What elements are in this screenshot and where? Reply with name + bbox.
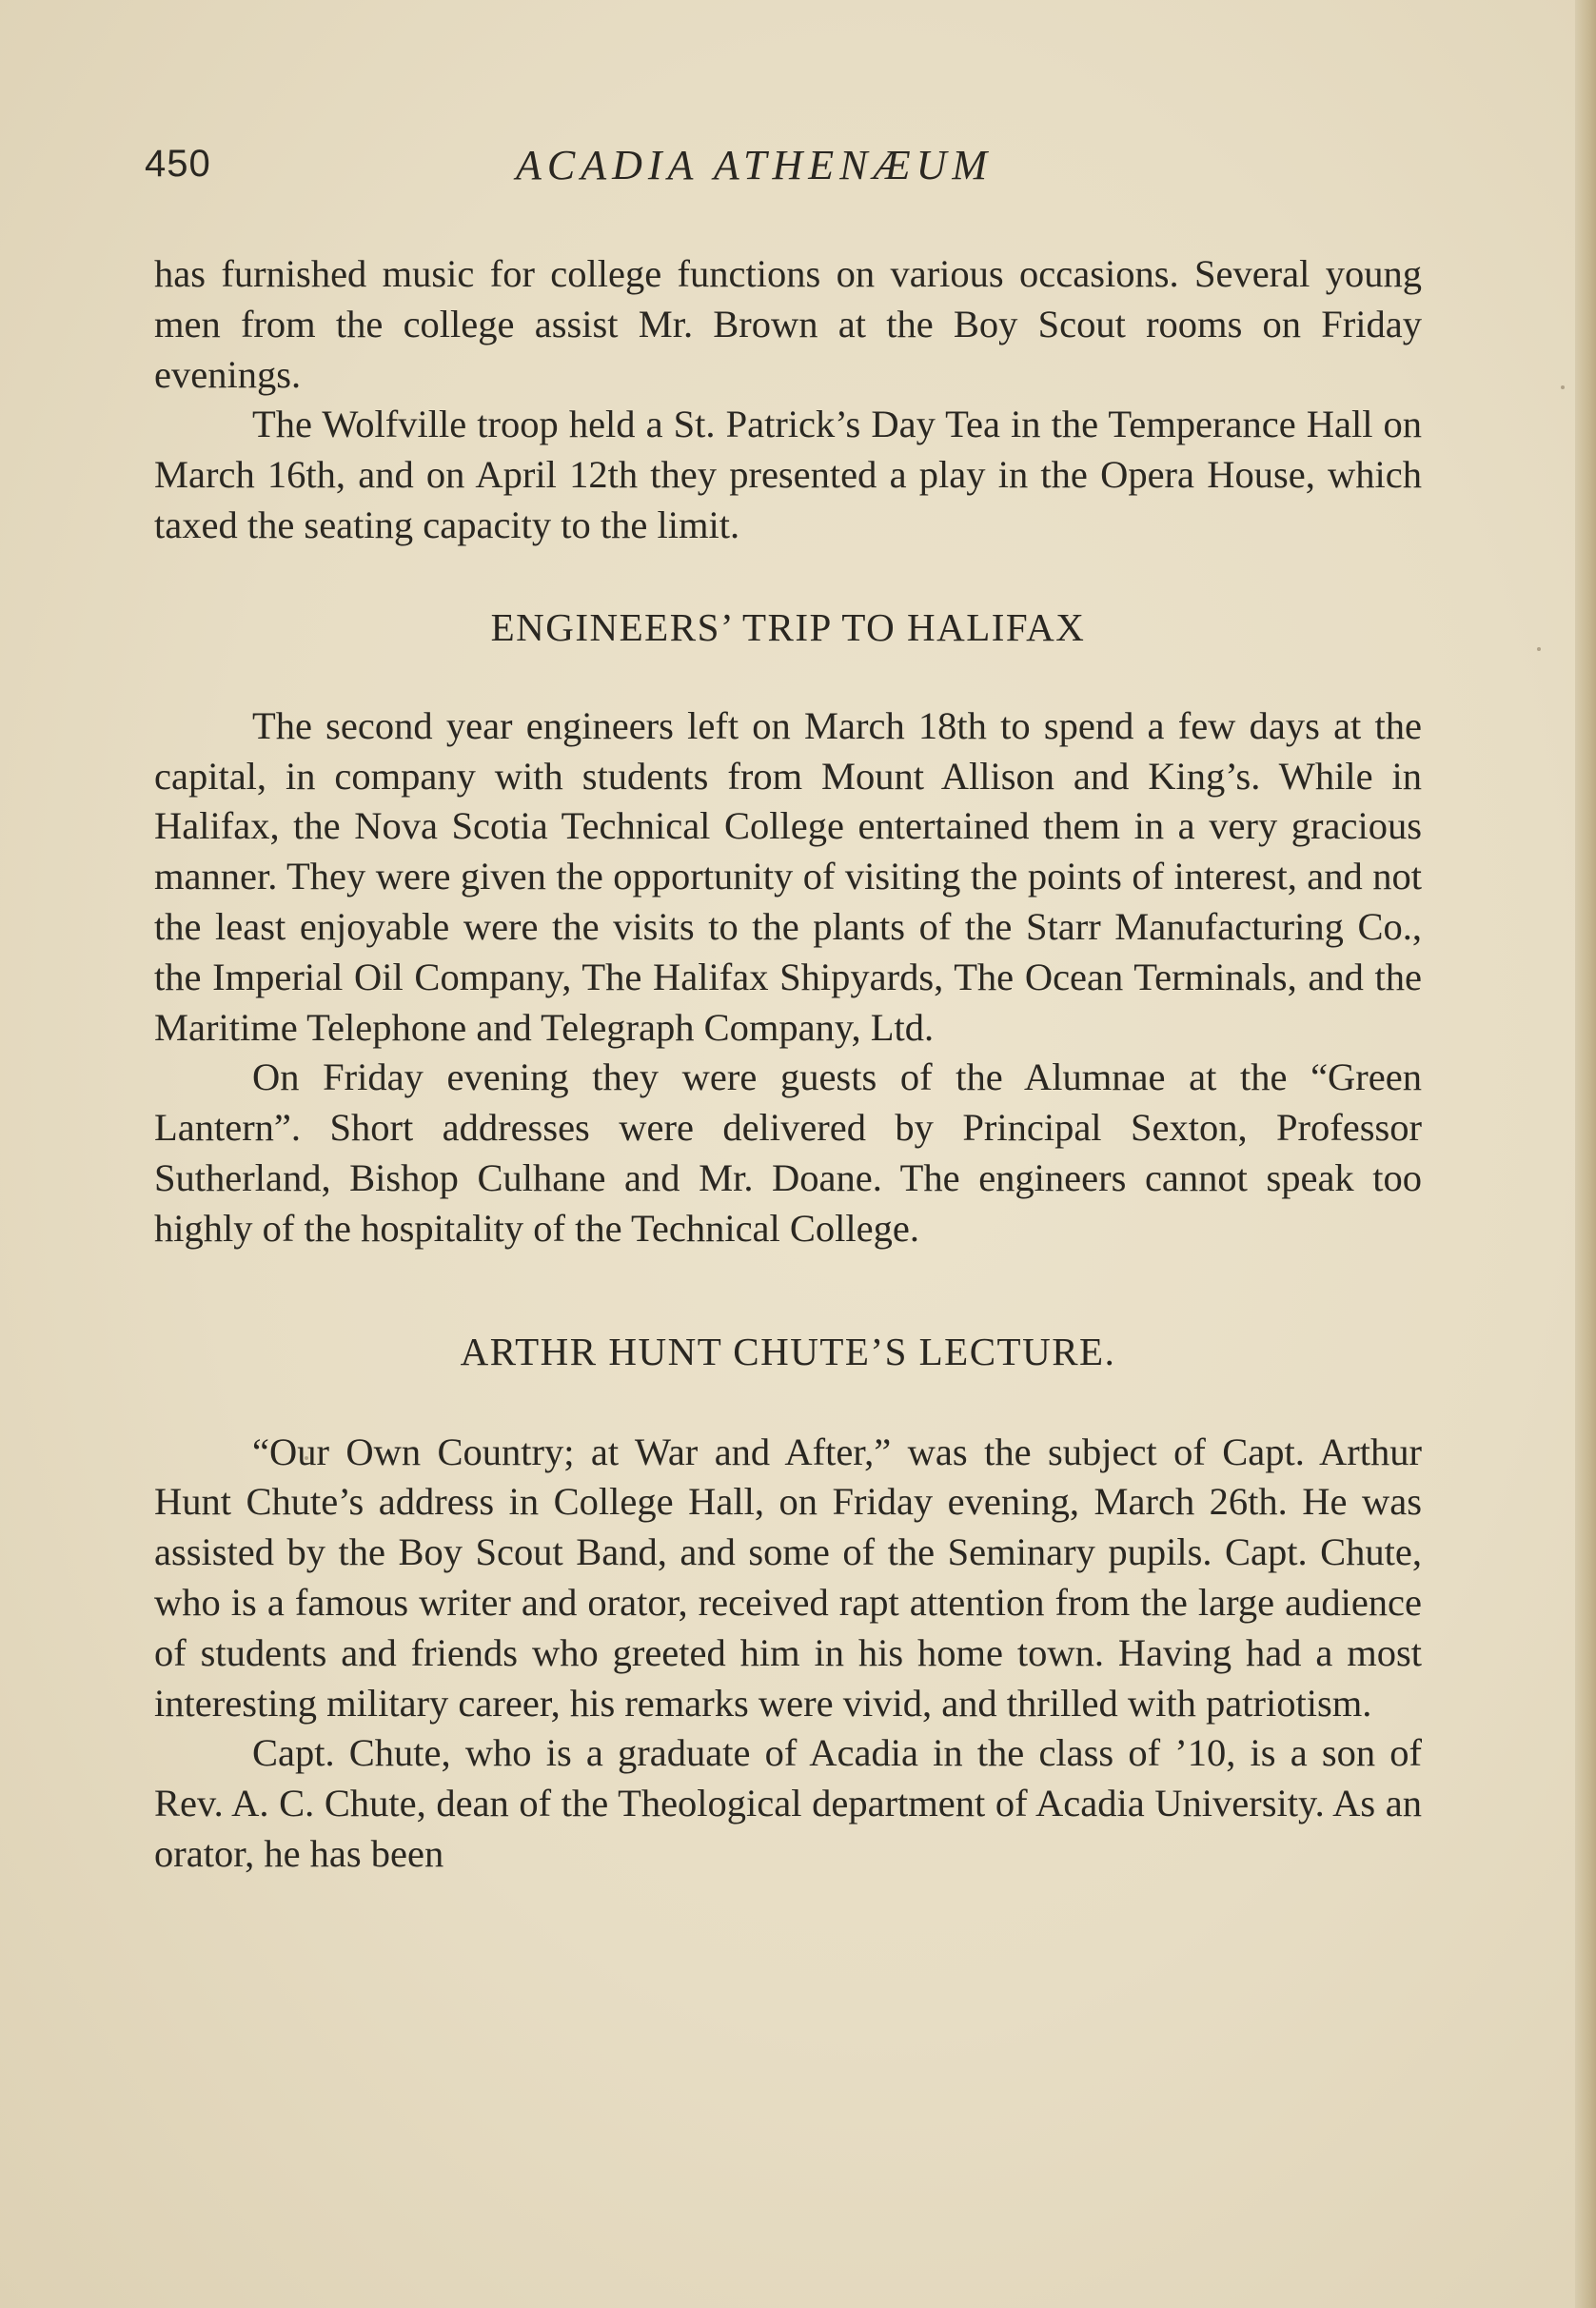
section-heading: ARTHR HUNT CHUTE’S LECTURE.: [460, 1329, 1116, 1373]
page-edge: [1575, 0, 1596, 2308]
paragraph: “Our Own Country; at War and After,” was the subject of Capt. Arthur Hunt Chute’s address in College Hall, on Friday evening, March 26th. He was assisted by the Boy Scout Band, and some of the Seminary pupils. Capt. Chute, who is a famous writer and orator, received rapt attention from the large audience of students and friends who greeted him in his home town. Having had a most interesting military career, his remarks were vivid, and thrilled with patriotism.: [154, 1430, 1422, 1725]
paragraph: The Wolfville troop held a St. Patrick’s Day Tea in the Temperance Hall on March 16th, and on April 12th they presented a play in the Opera House, which taxed the seating capacity to the limit.: [154, 403, 1422, 546]
article-body: [154, 249, 1422, 1880]
paragraph: has furnished music for college functions on various occasions. Several young men from the college assist Mr. Brown at the Boy Scout rooms on Friday evenings.: [154, 252, 1422, 396]
paragraph: Capt. Chute, who is a graduate of Acadia in the class of ’10, is a son of Rev. A. C. Chute, dean of the Theological department of Acadia University. As an orator, he has been: [154, 1731, 1422, 1875]
section-heading: ENGINEERS’ TRIP TO HALIFAX: [490, 604, 1086, 649]
running-head: [145, 133, 1422, 200]
page-content: [145, 133, 1422, 1880]
paper-speck: [1537, 647, 1541, 651]
paper-speck: [1561, 385, 1565, 389]
paragraph: The second year engineers left on March 18th to spend a few days at the capital, in company with students from Mount Allison and King’s. While in Halifax, the Nova Scotia Technical College entertained them in a very gracious manner. They were given the opportunity of visiting the points of interest, and not the least enjoyable were the visits to the plants of the Starr Manufacturing Co., the Imperial Oil Company, The Halifax Shipyards, The Ocean Terminals, and the Maritime Telephone and Telegraph Company, Ltd.: [154, 703, 1422, 1049]
journal-title: ACADIA ATHENÆUM: [516, 142, 994, 188]
page-number: 450: [145, 143, 211, 185]
paragraph: On Friday evening they were guests of the Alumnae at the “Green Lantern”. Short addresses were delivered by Principal Sexton, Professor Sutherland, Bishop Culhane and Mr. Doane. The engineers cannot speak too highly of the hospitality of the Technical College.: [154, 1055, 1422, 1250]
